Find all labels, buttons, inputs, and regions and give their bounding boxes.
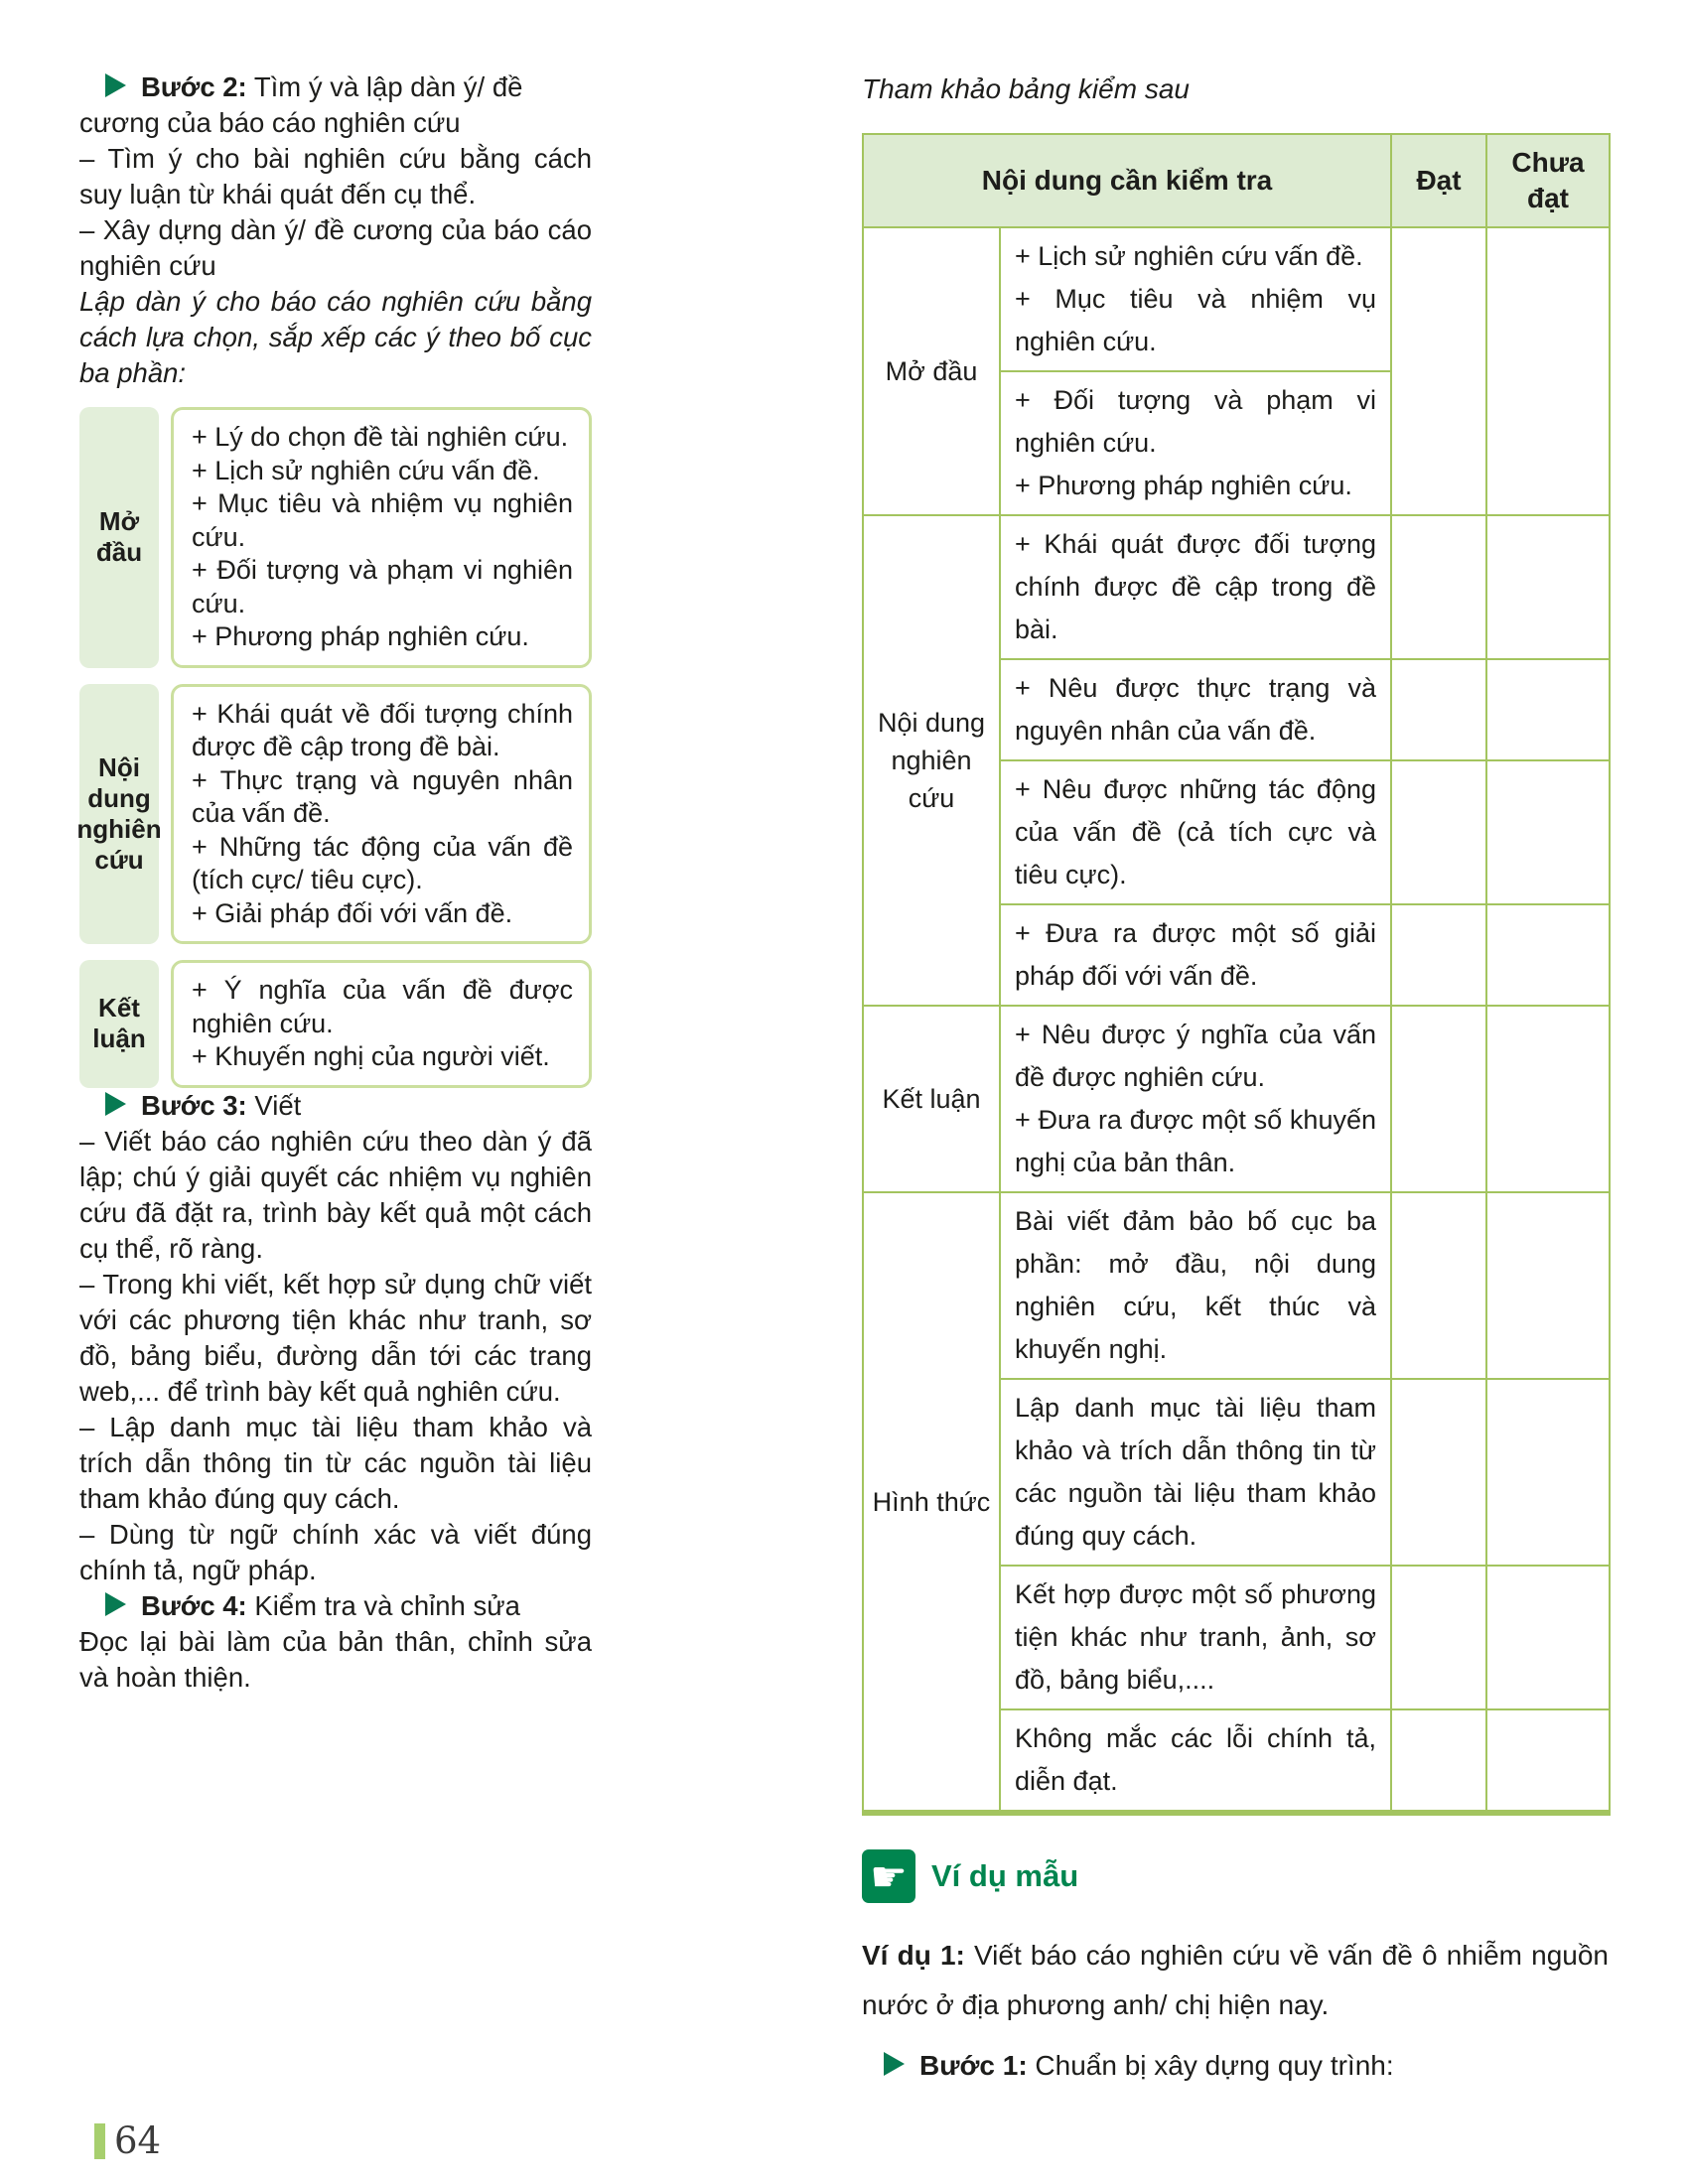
outline-item: + Những tác động của vấn đề (tích cực/ tiêu cực). [192, 831, 573, 894]
content-cell [1000, 1006, 1391, 1192]
example-section-heading [862, 1849, 1609, 1903]
content-cell [1000, 760, 1391, 904]
table-header-fail: Chưa đạt [1486, 134, 1610, 227]
outline-label-conclusion: Kết luận [79, 960, 159, 1088]
status-cell-fail [1486, 1379, 1610, 1566]
content-cell [1000, 904, 1391, 1006]
checklist-item: + Lịch sử nghiên cứu vấn đề. [1015, 241, 1363, 271]
checklist-item: + Mục tiêu và nhiệm vụ nghiên cứu. [1015, 284, 1376, 356]
outline-item: + Khuyến nghị của người viết. [192, 1041, 550, 1071]
status-cell-pass [1391, 515, 1486, 659]
content-cell [1000, 371, 1391, 515]
paragraph-build-outline-italic: Lập dàn ý cho báo cáo nghiên cứu bằng cách lựa chọn, sắp xếp các ý theo bố cục ba phần: [79, 286, 592, 388]
status-cell-pass [1391, 1006, 1486, 1192]
content-cell [1000, 1709, 1391, 1813]
group-label-cell: Mở đầu [863, 227, 1000, 515]
status-cell-pass [1391, 760, 1486, 904]
paragraph-reread: Đọc lại bài làm của bản thân, chỉnh sửa và hoàn thiện. [79, 1625, 592, 1693]
checklist-item: Không mắc các lỗi chính tả, diễn đạt. [1015, 1723, 1376, 1796]
status-cell-fail [1486, 904, 1610, 1006]
example-1-paragraph [862, 1931, 1609, 2030]
checklist-item: + Nêu được ý nghĩa của vấn đề được nghiên cứu. [1015, 1020, 1376, 1092]
content-cell [1000, 1192, 1391, 1379]
step-3-heading [79, 1088, 592, 1124]
outline-item: + Lịch sử nghiên cứu vấn đề. [192, 455, 540, 485]
table-row [863, 515, 1610, 659]
group-label-cell: Nội dung nghiên cứu [863, 515, 1000, 1006]
step-4-heading [79, 1588, 592, 1624]
left-column [76, 69, 592, 1696]
step-4-label: Bước 4: [141, 1589, 247, 1621]
status-cell-pass [1391, 1379, 1486, 1566]
status-cell-fail [1486, 1192, 1610, 1379]
outline-item: + Giải pháp đối với vấn đề. [192, 897, 513, 928]
group-label-cell: Hình thức [863, 1192, 1000, 1813]
table-row [863, 227, 1610, 371]
paragraph-find-idea: – Tìm ý cho bài nghiên cứu bằng cách suy luận từ khái quát đến cụ thể. [79, 143, 592, 209]
paragraph-build-outline: – Xây dựng dàn ý/ đề cương của báo cáo nghiên cứu [79, 214, 592, 281]
status-cell-fail [1486, 1006, 1610, 1192]
checklist-item: + Đưa ra được một số khuyến nghị của bản thân. [1015, 1105, 1376, 1177]
table-header-row [863, 134, 1610, 227]
checklist-item: + Nêu được những tác động của vấn đề (cả tích cực và tiêu cực). [1015, 774, 1376, 889]
content-cell [1000, 659, 1391, 760]
step-1-heading [862, 2044, 1609, 2088]
table-row [863, 1192, 1610, 1379]
example-1-text: Viết báo cáo nghiên cứu về vấn đề ô nhiễm nguồn nước ở địa phương anh/ chị hiện nay. [862, 1940, 1609, 2020]
page-number-value: 64 [114, 2119, 162, 2162]
paragraph-write-1: – Viết báo cáo nghiên cứu theo dàn ý đã lập; chú ý giải quyết các nhiệm vụ nghiên cứu đã đặt ra, trình bày kết quả một cách cụ thể, rõ ràng. [79, 1125, 592, 1264]
outline-row-conclusion [79, 960, 592, 1088]
step-4-text: Kiểm tra và chỉnh sửa [246, 1589, 520, 1621]
page-number [94, 2119, 161, 2162]
status-cell-fail [1486, 1709, 1610, 1813]
step-2-heading [79, 69, 592, 141]
paragraph-write-2: – Trong khi viết, kết hợp sử dụng chữ viết với các phương tiện khác như tranh, sơ đồ, bảng biểu, đường dẫn tới các trang web,... để trình bày kết quả nghiên cứu. [79, 1268, 592, 1407]
pointing-hand-icon: ☛ [862, 1849, 915, 1903]
status-cell-fail [1486, 1566, 1610, 1709]
right-column [862, 69, 1609, 2088]
content-cell [1000, 1379, 1391, 1566]
outline-item: + Phương pháp nghiên cứu. [192, 621, 529, 651]
paragraph-write-4: – Dùng từ ngữ chính xác và viết đúng chính tả, ngữ pháp. [79, 1518, 592, 1585]
outline-box-conclusion [171, 960, 592, 1088]
example-section-title: Ví dụ mẫu [931, 1858, 1079, 1893]
step-triangle-icon [884, 2052, 905, 2076]
outline-item: + Thực trạng và nguyên nhân của vấn đề. [192, 764, 573, 828]
outline-item: + Mục tiêu và nhiệm vụ nghiên cứu. [192, 488, 573, 552]
checklist-item: + Đối tượng và phạm vi nghiên cứu. [1015, 385, 1376, 458]
step-3-label: Bước 3: [141, 1089, 247, 1121]
step-triangle-icon [105, 1092, 126, 1116]
status-cell-fail [1486, 227, 1610, 515]
step-triangle-icon [105, 73, 126, 97]
checklist-item: Lập danh mục tài liệu tham khảo và trích dẫn thông tin từ các nguồn tài liệu tham khảo đúng quy cách. [1015, 1393, 1376, 1551]
outline-row-intro [79, 407, 592, 668]
table-caption: Tham khảo bảng kiểm sau [862, 73, 1190, 104]
page-number-bar [94, 2123, 105, 2159]
content-cell [1000, 1566, 1391, 1709]
checklist-item: + Nêu được thực trạng và nguyên nhân của vấn đề. [1015, 673, 1376, 746]
outline-row-body [76, 684, 592, 945]
outline-label-intro: Mở đầu [79, 407, 159, 668]
content-cell [1000, 515, 1391, 659]
step-1-text: Chuẩn bị xây dựng quy trình: [1027, 2050, 1394, 2081]
status-cell-pass [1391, 227, 1486, 515]
outline-item: + Lý do chọn đề tài nghiên cứu. [192, 422, 569, 452]
table-header-content: Nội dung cần kiểm tra [863, 134, 1391, 227]
checklist-table [862, 133, 1611, 1816]
outline-item: + Đối tượng và phạm vi nghiên cứu. [192, 555, 573, 618]
group-label-cell: Kết luận [863, 1006, 1000, 1192]
step-2-text: Tìm ý và lập dàn ý/ đề cương của báo cáo nghiên cứu [79, 71, 523, 138]
status-cell-pass [1391, 1566, 1486, 1709]
checklist-item: Kết hợp được một số phương tiện khác như tranh, ảnh, sơ đồ, bảng biểu,.... [1015, 1579, 1376, 1695]
checklist-item: + Phương pháp nghiên cứu. [1015, 471, 1352, 500]
checklist-item: + Khái quát được đối tượng chính được đề cập trong đề bài. [1015, 529, 1376, 644]
status-cell-pass [1391, 904, 1486, 1006]
outline-box-body [171, 684, 592, 945]
step-1-label: Bước 1: [919, 2050, 1028, 2081]
content-cell [1000, 227, 1391, 371]
status-cell-pass [1391, 1192, 1486, 1379]
outline-label-body: Nội dung nghiên cứu [79, 684, 159, 945]
checklist-item: Bài viết đảm bảo bố cục ba phần: mở đầu, nội dung nghiên cứu, kết thúc và khuyến nghị. [1015, 1206, 1376, 1364]
status-cell-fail [1486, 515, 1610, 659]
status-cell-pass [1391, 1709, 1486, 1813]
table-row [863, 1006, 1610, 1192]
outline-box-intro [171, 407, 592, 668]
status-cell-fail [1486, 760, 1610, 904]
outline-item: + Khái quát về đối tượng chính được đề cập trong đề bài. [192, 698, 573, 761]
outline-item: + Ý nghĩa của vấn đề được nghiên cứu. [192, 975, 573, 1038]
table-header-pass: Đạt [1391, 134, 1486, 227]
status-cell-fail [1486, 659, 1610, 760]
checklist-item: + Đưa ra được một số giải pháp đối với vấn đề. [1015, 918, 1376, 991]
status-cell-pass [1391, 659, 1486, 760]
step-triangle-icon [105, 1592, 126, 1616]
step-2-label: Bước 2: [141, 71, 247, 102]
paragraph-write-3: – Lập danh mục tài liệu tham khảo và trích dẫn thông tin từ các nguồn tài liệu tham khảo đúng quy cách. [79, 1411, 592, 1514]
step-3-text: Viết [246, 1089, 302, 1121]
example-1-label: Ví dụ 1: [862, 1940, 965, 1971]
